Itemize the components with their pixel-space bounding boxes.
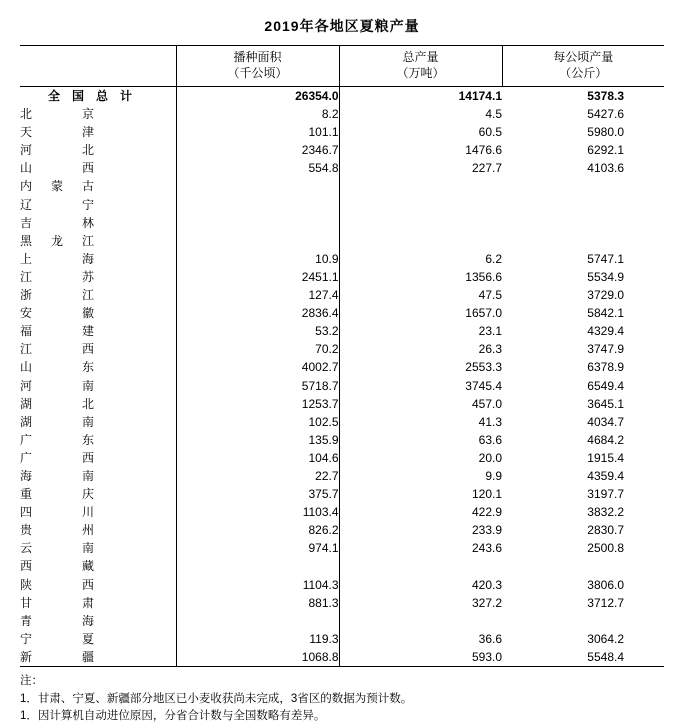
region-label: 云南	[20, 541, 94, 556]
total-output-cell	[339, 214, 502, 232]
column-header-total-output: 总产量 （万吨）	[339, 46, 502, 87]
table-header	[20, 46, 664, 87]
total-output-cell: 120.1	[339, 485, 502, 503]
region-name-cell	[20, 503, 176, 521]
yield-cell: 6292.1	[587, 143, 624, 158]
total-output-cell: 9.9	[339, 467, 502, 485]
region-name-cell	[20, 539, 176, 557]
region-label: 安徽	[20, 306, 94, 321]
region-name-cell	[20, 214, 176, 232]
region-name-cell	[20, 521, 176, 539]
total-output-cell: 233.9	[339, 521, 502, 539]
yield-cell: 5534.9	[587, 269, 624, 284]
total-output-cell: 60.5	[339, 123, 502, 141]
total-output-cell: 20.0	[339, 449, 502, 467]
region-label: 贵州	[20, 523, 94, 538]
region-name-cell	[20, 286, 176, 304]
sown-area-cell: 26354.0	[176, 87, 339, 106]
sown-area-cell: 70.2	[176, 340, 339, 358]
table-row	[20, 395, 664, 413]
region-label: 西藏	[20, 559, 94, 574]
region-name-cell	[20, 340, 176, 358]
total-output-cell: 593.0	[339, 648, 502, 666]
region-label: 上海	[20, 251, 94, 266]
total-output-cell: 4.5	[339, 105, 502, 123]
yield-cell: 3197.7	[587, 487, 624, 502]
sown-area-cell: 2346.7	[176, 141, 339, 159]
notes-heading: 注：	[20, 675, 43, 687]
region-name-cell	[20, 557, 176, 575]
region-name-cell	[20, 105, 176, 123]
total-output-cell	[339, 232, 502, 250]
region-label: 广西	[20, 450, 94, 465]
region-label: 辽宁	[20, 197, 94, 212]
table-row	[20, 449, 664, 467]
yield-cell: 3747.9	[587, 342, 624, 357]
yield-cell: 4359.4	[587, 468, 624, 483]
sown-area-cell: 826.2	[176, 521, 339, 539]
total-output-cell: 6.2	[339, 250, 502, 268]
yield-cell: 6378.9	[587, 360, 624, 375]
region-label: 湖北	[20, 396, 94, 411]
table-row	[20, 648, 664, 666]
region-name-cell	[20, 232, 176, 250]
sown-area-cell: 135.9	[176, 431, 339, 449]
table-row	[20, 196, 664, 214]
region-name-cell	[20, 594, 176, 612]
region-label: 陕西	[20, 577, 94, 592]
table-row	[20, 431, 664, 449]
table-row	[20, 304, 664, 322]
total-output-cell	[339, 177, 502, 195]
region-name-cell	[20, 377, 176, 395]
total-output-cell: 36.6	[339, 630, 502, 648]
table-row	[20, 377, 664, 395]
table-row	[20, 123, 664, 141]
yield-cell: 5427.6	[587, 107, 624, 122]
region-label: 山西	[20, 161, 94, 176]
region-label: 青海	[20, 613, 94, 628]
sown-area-cell: 1068.8	[176, 648, 339, 666]
sown-area-cell: 5718.7	[176, 377, 339, 395]
region-name-cell	[20, 177, 176, 195]
table-row	[20, 214, 664, 232]
table-row	[20, 268, 664, 286]
region-name-cell	[20, 322, 176, 340]
region-label: 重庆	[20, 487, 94, 502]
total-output-cell: 1476.6	[339, 141, 502, 159]
sown-area-cell	[176, 232, 339, 250]
region-name-cell	[20, 630, 176, 648]
table-row	[20, 467, 664, 485]
region-label: 湖南	[20, 414, 94, 429]
total-output-cell: 23.1	[339, 322, 502, 340]
sown-area-cell: 554.8	[176, 159, 339, 177]
total-output-cell: 1356.6	[339, 268, 502, 286]
region-name-cell	[20, 467, 176, 485]
total-output-cell: 457.0	[339, 395, 502, 413]
summer-grain-output-table	[20, 45, 664, 666]
region-label: 山东	[20, 360, 94, 375]
sown-area-cell	[176, 557, 339, 575]
region-label: 黑龙江	[20, 233, 94, 248]
region-name-cell	[20, 159, 176, 177]
yield-cell: 5747.1	[587, 251, 624, 266]
sown-area-cell: 4002.7	[176, 358, 339, 376]
table-row	[20, 503, 664, 521]
table-bottom-rule	[20, 666, 664, 667]
region-name-cell	[20, 358, 176, 376]
table-row	[20, 141, 664, 159]
table-body	[20, 87, 664, 667]
region-name-cell	[20, 431, 176, 449]
note-item: 1．甘肃、宁夏、新疆部分地区已小麦收获尚未完成，3省区的数据为预计数。	[20, 693, 413, 705]
sown-area-cell: 102.5	[176, 413, 339, 431]
total-output-cell: 26.3	[339, 340, 502, 358]
table-row	[20, 358, 664, 376]
yield-cell: 6549.4	[587, 378, 624, 393]
note-item: 1．因计算机自动进位原因，分省合计数与全国数略有差异。	[20, 710, 326, 722]
yield-cell	[502, 214, 664, 232]
total-output-cell: 3745.4	[339, 377, 502, 395]
yield-cell: 2830.7	[587, 523, 624, 538]
table-row-total	[20, 87, 664, 106]
table-row	[20, 557, 664, 575]
yield-cell	[502, 557, 664, 575]
table-row	[20, 612, 664, 630]
table-row	[20, 630, 664, 648]
region-name-cell	[20, 141, 176, 159]
table-row	[20, 576, 664, 594]
sown-area-cell: 10.9	[176, 250, 339, 268]
region-label: 宁夏	[20, 631, 94, 646]
table-row	[20, 232, 664, 250]
yield-cell: 4034.7	[587, 414, 624, 429]
yield-cell: 3645.1	[587, 396, 624, 411]
total-output-cell: 47.5	[339, 286, 502, 304]
table-row	[20, 159, 664, 177]
sown-area-cell: 1103.4	[176, 503, 339, 521]
total-output-cell: 63.6	[339, 431, 502, 449]
total-output-cell: 2553.3	[339, 358, 502, 376]
sown-area-cell: 2451.1	[176, 268, 339, 286]
region-label: 河南	[20, 378, 94, 393]
column-header-sown-area: 播种面积 （千公顷）	[176, 46, 339, 87]
region-label: 江苏	[20, 269, 94, 284]
sown-area-cell: 101.1	[176, 123, 339, 141]
total-output-cell	[339, 612, 502, 630]
region-name-cell	[20, 268, 176, 286]
region-name-cell	[20, 413, 176, 431]
yield-cell: 5842.1	[587, 306, 624, 321]
region-name-cell	[20, 449, 176, 467]
region-name-cell	[20, 648, 176, 666]
sown-area-cell: 104.6	[176, 449, 339, 467]
sown-area-cell: 1253.7	[176, 395, 339, 413]
region-name-cell	[20, 576, 176, 594]
sown-area-cell	[176, 177, 339, 195]
table-row	[20, 594, 664, 612]
sown-area-cell	[176, 214, 339, 232]
yield-cell: 3806.0	[587, 577, 624, 592]
region-label: 浙江	[20, 288, 94, 303]
table-row	[20, 521, 664, 539]
region-name-cell	[20, 123, 176, 141]
region-name-cell	[20, 304, 176, 322]
region-name-cell	[20, 395, 176, 413]
region-name-cell	[20, 196, 176, 214]
total-output-cell: 227.7	[339, 159, 502, 177]
column-header-yield-per-hectare: 每公顷产量 （公斤）	[502, 46, 664, 87]
total-output-cell: 14174.1	[339, 87, 502, 106]
sown-area-cell: 974.1	[176, 539, 339, 557]
yield-cell: 4329.4	[587, 324, 624, 339]
sown-area-cell: 22.7	[176, 467, 339, 485]
total-output-cell	[339, 557, 502, 575]
region-name-cell	[20, 250, 176, 268]
region-name-cell	[20, 485, 176, 503]
region-label: 吉林	[20, 215, 94, 230]
yield-cell: 4103.6	[587, 161, 624, 176]
total-output-cell: 1657.0	[339, 304, 502, 322]
yield-cell	[502, 177, 664, 195]
sown-area-cell	[176, 196, 339, 214]
table-row	[20, 539, 664, 557]
sown-area-cell: 119.3	[176, 630, 339, 648]
region-label: 江西	[20, 342, 94, 357]
region-name-cell	[20, 612, 176, 630]
table-row	[20, 485, 664, 503]
sown-area-cell: 8.2	[176, 105, 339, 123]
table-row	[20, 105, 664, 123]
page-title: 2019年各地区夏粮产量	[264, 18, 420, 34]
sown-area-cell: 375.7	[176, 485, 339, 503]
yield-cell	[502, 612, 664, 630]
yield-cell: 5378.3	[587, 89, 624, 103]
total-output-cell: 243.6	[339, 539, 502, 557]
sown-area-cell: 881.3	[176, 594, 339, 612]
region-label: 海南	[20, 468, 94, 483]
yield-cell: 5548.4	[587, 649, 624, 664]
yield-cell: 3832.2	[587, 505, 624, 520]
table-row	[20, 286, 664, 304]
total-output-cell: 422.9	[339, 503, 502, 521]
sown-area-cell: 127.4	[176, 286, 339, 304]
yield-cell: 1915.4	[587, 450, 624, 465]
region-label: 四川	[20, 505, 94, 520]
table-row	[20, 177, 664, 195]
table-row	[20, 322, 664, 340]
table-row	[20, 340, 664, 358]
total-output-cell: 327.2	[339, 594, 502, 612]
table-row	[20, 250, 664, 268]
sown-area-cell	[176, 612, 339, 630]
region-label: 福建	[20, 324, 94, 339]
table-row	[20, 413, 664, 431]
region-label: 广东	[20, 432, 94, 447]
column-header-region	[20, 46, 176, 87]
total-output-cell: 41.3	[339, 413, 502, 431]
total-output-cell: 420.3	[339, 576, 502, 594]
yield-cell: 2500.8	[587, 541, 624, 556]
sown-area-cell: 53.2	[176, 322, 339, 340]
yield-cell: 4684.2	[587, 432, 624, 447]
region-label: 天津	[20, 125, 94, 140]
region-label: 新疆	[20, 649, 94, 664]
yield-cell	[502, 232, 664, 250]
yield-cell: 3729.0	[587, 288, 624, 303]
region-label: 甘肃	[20, 595, 94, 610]
region-label: 北京	[20, 107, 94, 122]
region-label: 全国总计	[48, 89, 132, 103]
region-label: 内蒙古	[20, 179, 94, 194]
yield-cell: 3064.2	[587, 631, 624, 646]
total-output-cell	[339, 196, 502, 214]
sown-area-cell: 1104.3	[176, 576, 339, 594]
sown-area-cell: 2836.4	[176, 304, 339, 322]
yield-cell: 3712.7	[587, 595, 624, 610]
region-label: 河北	[20, 143, 94, 158]
yield-cell: 5980.0	[587, 125, 624, 140]
yield-cell	[502, 196, 664, 214]
region-name-cell	[20, 87, 176, 106]
